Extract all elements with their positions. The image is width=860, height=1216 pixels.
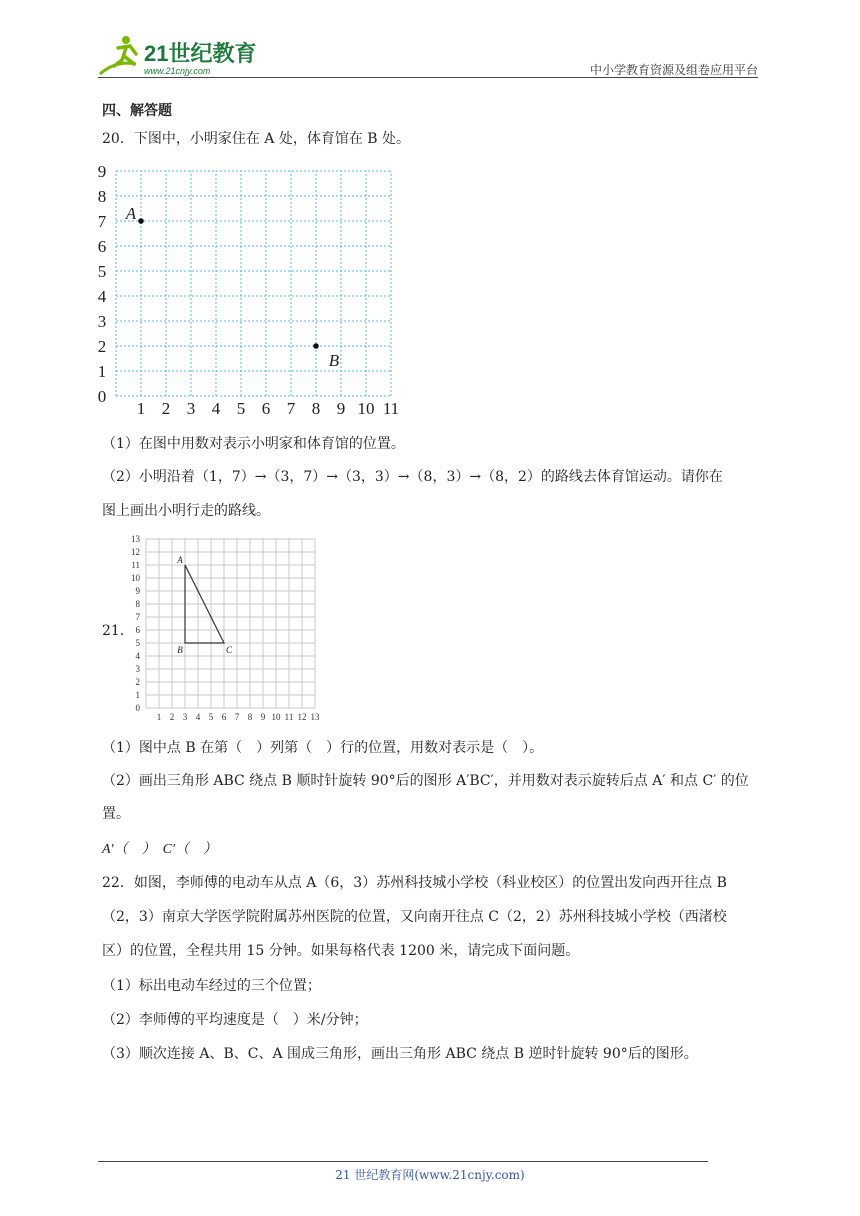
q20-x-tick-label: 5	[236, 399, 246, 418]
q21-grid	[131, 534, 320, 722]
q21-number: 21．	[102, 623, 134, 639]
q21-part2-line2: 置。	[102, 806, 130, 822]
q21-x-tick-label: 11	[284, 712, 294, 722]
q20-point-label: B	[328, 351, 340, 370]
q21-part2-line1: （2）画出三角形 ABC 绕点 B 顺时针旋转 90°后的图形 A′BC′，并用数对表示旋转后点 A′ 和点 C′ 的位	[102, 773, 749, 789]
q21-y-tick-label: 12	[131, 547, 140, 557]
q21-x-tick-label: 7	[234, 712, 240, 722]
q20-x-tick-label: 1	[136, 399, 146, 418]
q20-x-tick-label: 7	[286, 399, 296, 418]
q21-y-tick-label: 7	[135, 612, 140, 622]
q21-x-tick-label: 6	[221, 712, 227, 722]
q20-x-tick-label: 10	[357, 399, 375, 418]
q21-x-tick-label: 4	[195, 712, 201, 722]
q20-y-tick-label: 5	[97, 262, 107, 281]
q20-stem: 20．下图中，小明家住在 A 处，体育馆在 B 处。	[102, 131, 411, 147]
q21-y-tick-label: 3	[135, 664, 140, 674]
q22-line1: 22．如图，李师傅的电动车从点 A（6，3）苏州科技城小学校（科业校区）的位置出发向西开往点 B	[102, 875, 727, 891]
q20-grid	[98, 162, 399, 418]
logo-url: www.21cnjy.com	[144, 66, 211, 76]
q20-y-tick-label: 0	[97, 387, 107, 406]
q21-y-tick-label: 8	[135, 599, 140, 609]
q21-x-tick-label: 13	[310, 712, 320, 722]
q21-x-tick-label: 10	[271, 712, 281, 722]
q20-x-tick-label: 9	[336, 399, 346, 418]
q22-part1: （1）标出电动车经过的三个位置；	[102, 978, 321, 994]
q21-x-tick-label: 2	[169, 712, 175, 722]
site-logo	[96, 34, 266, 78]
q21-y-tick-label: 6	[135, 625, 140, 635]
q20-x-tick-label: 11	[382, 399, 400, 418]
footer-divider	[98, 1161, 708, 1162]
q21-part1: （1）图中点 B 在第（ ）列第（ ）行的位置，用数对表示是（ ）。	[102, 740, 544, 756]
q20-point-label: A	[125, 204, 137, 223]
q21-y-tick-label: 4	[135, 651, 140, 661]
section-title: 四、解答题	[102, 103, 172, 119]
q21-x-tick-label: 5	[208, 712, 214, 722]
q20-y-tick-label: 9	[97, 162, 107, 181]
q20-point-A	[138, 218, 144, 224]
q21-x-tick-label: 8	[247, 712, 253, 722]
q21-x-tick-label: 9	[260, 712, 266, 722]
q20-y-tick-label: 6	[97, 237, 107, 256]
q22-line3: 区）的位置，全程共用 15 分钟。如果每格代表 1200 米，请完成下面问题。	[102, 943, 580, 959]
q20-x-tick-label: 2	[161, 399, 171, 418]
q21-vertex-label: A	[177, 555, 183, 565]
q21-y-tick-label: 9	[135, 586, 140, 596]
q20-y-tick-label: 1	[97, 362, 107, 381]
q20-point-B	[313, 343, 319, 349]
header-platform-text: 中小学教育资源及组卷应用平台	[589, 63, 758, 77]
q21-vertex-label: C	[225, 645, 233, 655]
q21-y-tick-label: 5	[135, 638, 140, 648]
q21-x-tick-label: 3	[182, 712, 188, 722]
q21-y-tick-label: 2	[135, 677, 140, 687]
q20-part1: （1）在图中用数对表示小明家和体育馆的位置。	[102, 436, 405, 452]
footer-text: 21 世纪教育网(www.21cnjy.com)	[335, 1168, 525, 1182]
q20-y-tick-label: 2	[97, 337, 107, 356]
q20-y-tick-label: 4	[97, 287, 107, 306]
q22-line2: （2，3）南京大学医学院附属苏州医院的位置，又向南开往点 C（2，2）苏州科技城小学校（西渚校	[102, 909, 727, 925]
q21-grid-figure	[120, 532, 330, 727]
q20-y-tick-label: 7	[97, 212, 107, 231]
logo-text: 21世纪教育	[144, 41, 257, 66]
q20-part2-line2: 图上画出小明行走的路线。	[102, 503, 270, 519]
q20-x-tick-label: 4	[211, 399, 221, 418]
q20-grid-figure	[90, 160, 410, 420]
q21-answer-line: A′（ ） C′（ ）	[102, 842, 218, 857]
q21-y-tick-label: 11	[131, 560, 140, 570]
q20-part2-line1: （2）小明沿着（1，7）→（3，7）→（3，3）→（8，3）→（8，2）的路线去体育馆运动。请你在	[102, 469, 723, 485]
logo-icon	[96, 34, 266, 78]
q21-x-tick-label: 1	[156, 712, 162, 722]
q20-x-tick-label: 8	[311, 399, 321, 418]
q20-x-tick-label: 3	[186, 399, 196, 418]
q22-part3: （3）顺次连接 A、B、C、A 围成三角形，画出三角形 ABC 绕点 B 逆时针旋转 90°后的图形。	[102, 1046, 698, 1062]
q21-vertex-label: B	[177, 645, 183, 655]
q21-y-tick-label: 10	[131, 573, 140, 583]
q21-x-tick-label: 12	[297, 712, 307, 722]
q20-y-tick-label: 8	[97, 187, 107, 206]
q22-part2: （2）李师傅的平均速度是（ ）米/分钟；	[102, 1012, 368, 1028]
q21-y-tick-label: 0	[135, 703, 140, 713]
q20-y-tick-label: 3	[97, 312, 107, 331]
q21-y-tick-label: 13	[131, 534, 140, 544]
header-divider	[98, 77, 758, 78]
q20-x-tick-label: 6	[261, 399, 271, 418]
q21-y-tick-label: 1	[135, 690, 140, 700]
